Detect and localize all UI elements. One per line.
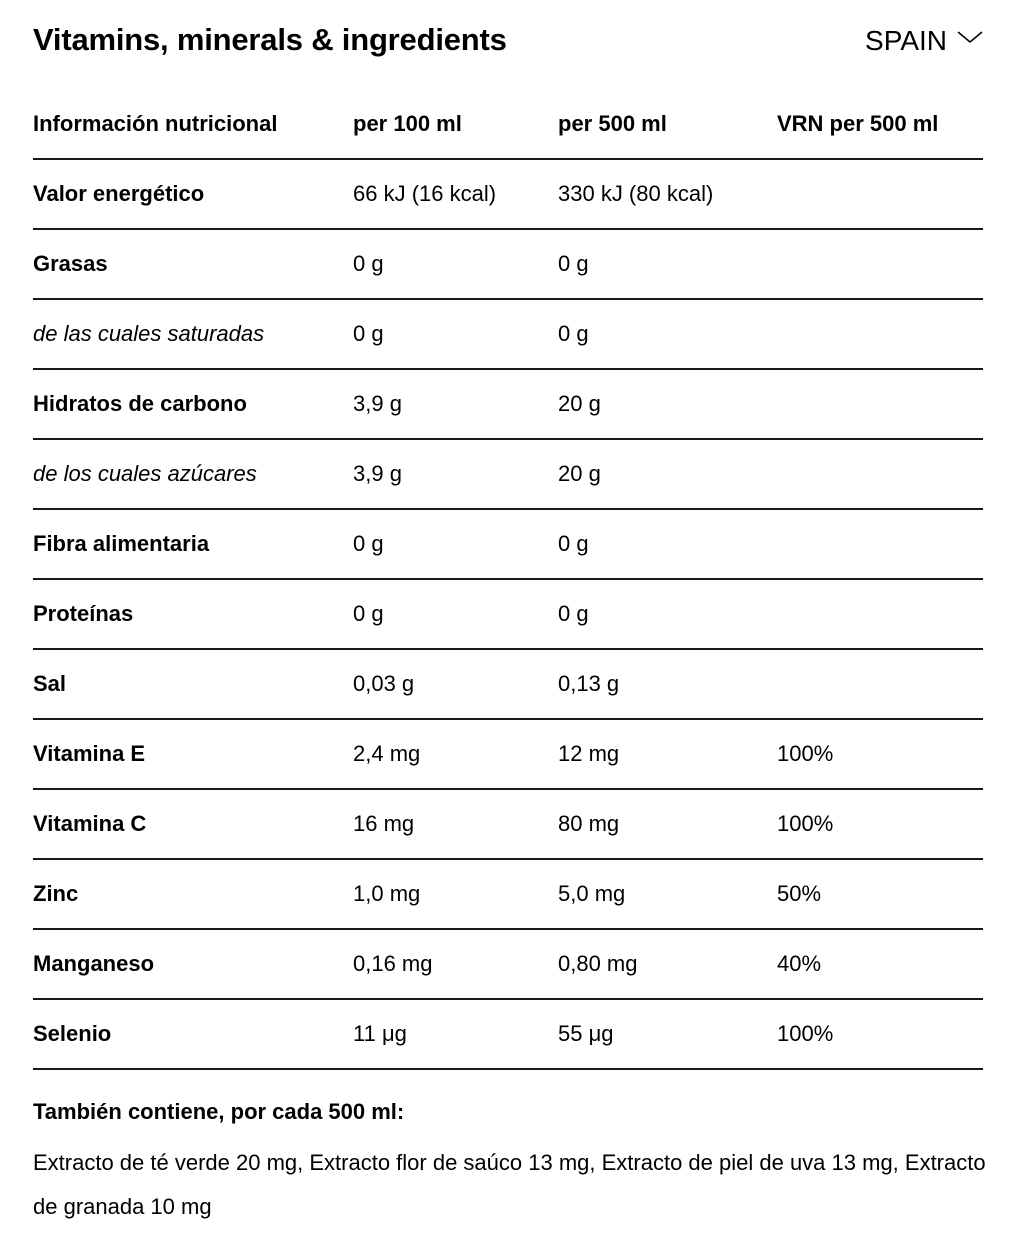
also-contains-text: Extracto de té verde 20 mg, Extracto flor de saúco 13 mg, Extracto de piel de uva 13 mg, Extracto de granada 10 mg bbox=[33, 1150, 986, 1219]
value-per-500ml: 0 g bbox=[558, 299, 777, 369]
value-vrn bbox=[777, 509, 983, 579]
value-vrn: 100% bbox=[777, 999, 983, 1069]
value-per-100ml: 3,9 g bbox=[353, 369, 558, 439]
nutrient-name: Zinc bbox=[33, 859, 353, 929]
nutrient-name: de las cuales saturadas bbox=[33, 299, 353, 369]
table-row bbox=[33, 719, 983, 789]
value-per-100ml: 66 kJ (16 kcal) bbox=[353, 159, 558, 229]
value-vrn: 100% bbox=[777, 789, 983, 859]
value-vrn bbox=[777, 229, 983, 299]
nutrient-name: Valor energético bbox=[33, 159, 353, 229]
value-per-500ml: 0 g bbox=[558, 509, 777, 579]
value-per-100ml: 2,4 mg bbox=[353, 719, 558, 789]
column-header-per-500ml: per 500 ml bbox=[558, 80, 777, 159]
nutrient-name: Manganeso bbox=[33, 929, 353, 999]
column-header-per-100ml: per 100 ml bbox=[353, 80, 558, 159]
nutrient-name: Vitamina C bbox=[33, 789, 353, 859]
table-row bbox=[33, 509, 983, 579]
value-per-100ml: 16 mg bbox=[353, 789, 558, 859]
panel-header bbox=[33, 0, 983, 80]
value-vrn: 40% bbox=[777, 929, 983, 999]
country-selector-label: SPAIN bbox=[865, 25, 947, 56]
nutrient-name: Selenio bbox=[33, 999, 353, 1069]
nutrition-table bbox=[33, 80, 983, 1070]
nutrient-name: Sal bbox=[33, 649, 353, 719]
table-row bbox=[33, 299, 983, 369]
value-per-500ml: 80 mg bbox=[558, 789, 777, 859]
table-row bbox=[33, 159, 983, 229]
value-per-500ml: 0 g bbox=[558, 229, 777, 299]
value-vrn: 100% bbox=[777, 719, 983, 789]
nutrient-name: Hidratos de carbono bbox=[33, 369, 353, 439]
country-selector[interactable] bbox=[865, 22, 983, 60]
value-per-500ml: 12 mg bbox=[558, 719, 777, 789]
value-per-500ml: 0 g bbox=[558, 579, 777, 649]
nutrition-panel bbox=[33, 0, 986, 1229]
value-per-100ml: 0,03 g bbox=[353, 649, 558, 719]
value-per-100ml: 0 g bbox=[353, 509, 558, 579]
value-vrn: 50% bbox=[777, 859, 983, 929]
also-contains-section bbox=[33, 1097, 986, 1229]
value-per-100ml: 0 g bbox=[353, 229, 558, 299]
value-vrn bbox=[777, 439, 983, 509]
value-per-500ml: 0,13 g bbox=[558, 649, 777, 719]
value-vrn bbox=[777, 159, 983, 229]
value-per-100ml: 11 μg bbox=[353, 999, 558, 1069]
table-row bbox=[33, 929, 983, 999]
table-row bbox=[33, 229, 983, 299]
column-header-nutrient: Información nutricional bbox=[33, 80, 353, 159]
table-row bbox=[33, 859, 983, 929]
value-vrn bbox=[777, 369, 983, 439]
table-row bbox=[33, 369, 983, 439]
table-row bbox=[33, 789, 983, 859]
nutrient-name: Vitamina E bbox=[33, 719, 353, 789]
nutrient-name: Grasas bbox=[33, 229, 353, 299]
table-row bbox=[33, 579, 983, 649]
table-row bbox=[33, 439, 983, 509]
value-per-500ml: 20 g bbox=[558, 439, 777, 509]
value-per-100ml: 0 g bbox=[353, 299, 558, 369]
value-vrn bbox=[777, 649, 983, 719]
nutrient-name: Proteínas bbox=[33, 579, 353, 649]
value-per-500ml: 330 kJ (80 kcal) bbox=[558, 159, 777, 229]
value-per-500ml: 5,0 mg bbox=[558, 859, 777, 929]
chevron-down-icon bbox=[957, 30, 983, 44]
value-per-100ml: 1,0 mg bbox=[353, 859, 558, 929]
table-header-row bbox=[33, 80, 983, 159]
value-per-500ml: 0,80 mg bbox=[558, 929, 777, 999]
value-per-100ml: 0,16 mg bbox=[353, 929, 558, 999]
table-row bbox=[33, 649, 983, 719]
value-per-100ml: 3,9 g bbox=[353, 439, 558, 509]
also-contains-title: También contiene, por cada 500 ml: bbox=[33, 1099, 405, 1124]
column-header-vrn: VRN per 500 ml bbox=[777, 80, 983, 159]
value-per-500ml: 55 μg bbox=[558, 999, 777, 1069]
value-per-500ml: 20 g bbox=[558, 369, 777, 439]
value-vrn bbox=[777, 579, 983, 649]
value-vrn bbox=[777, 299, 983, 369]
page-title: Vitamins, minerals & ingredients bbox=[33, 22, 507, 57]
value-per-100ml: 0 g bbox=[353, 579, 558, 649]
table-row bbox=[33, 999, 983, 1069]
nutrient-name: Fibra alimentaria bbox=[33, 509, 353, 579]
nutrient-name: de los cuales azúcares bbox=[33, 439, 353, 509]
